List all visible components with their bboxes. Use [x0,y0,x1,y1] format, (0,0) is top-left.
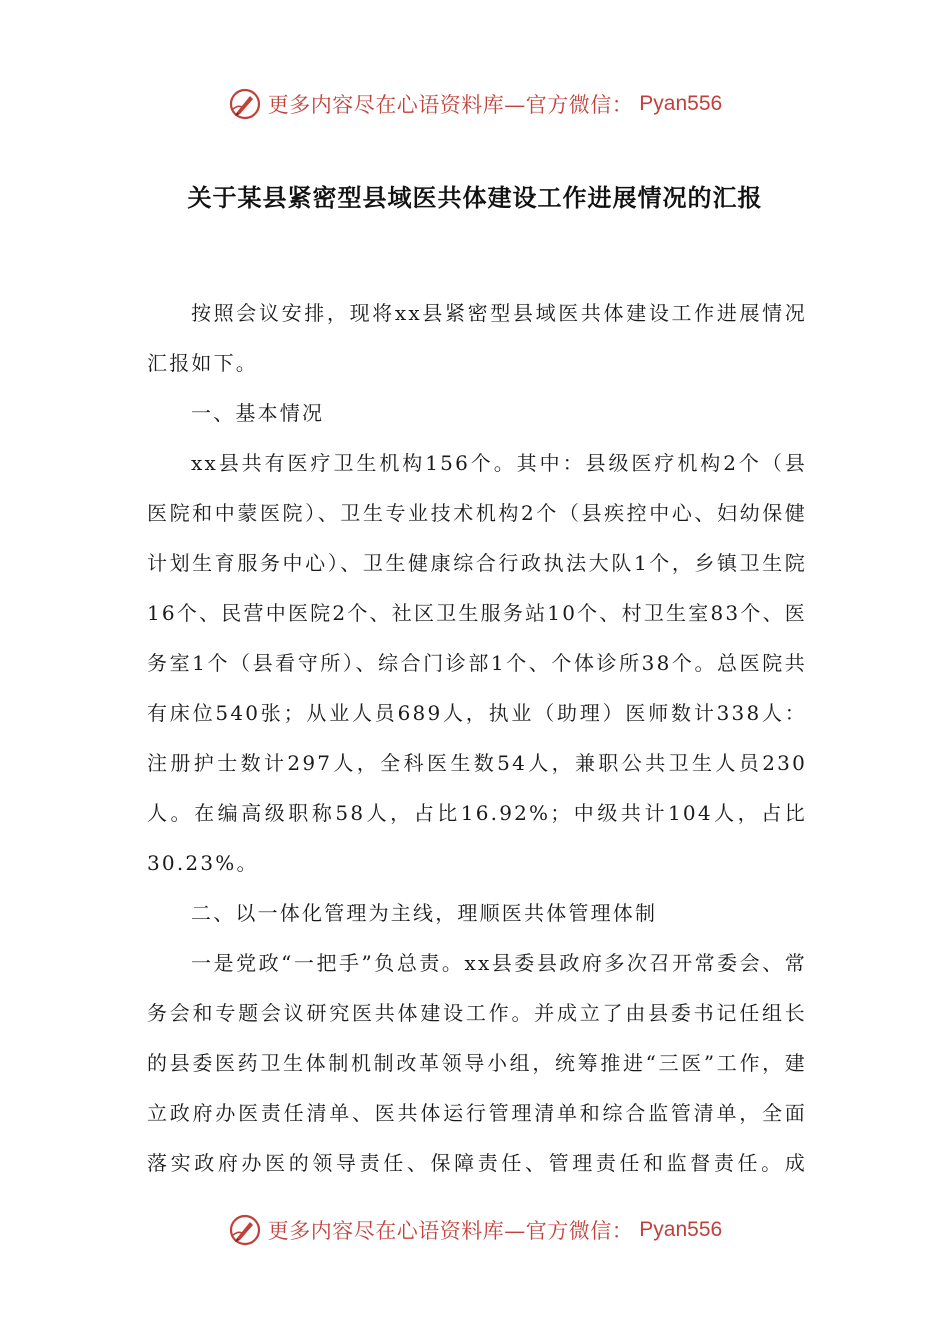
watermark-wechat-id: Pyan556 [639,1218,723,1241]
document-body [147,288,807,1188]
document-title: 关于某县紧密型县域医共体建设工作进展情况的汇报 [187,184,763,212]
pen-logo-icon [228,1213,262,1247]
watermark-text: 更多内容尽在心语资料库—官方微信： [267,1219,634,1243]
paragraph-intro: 按照会议安排，现将xx县紧密型县域医共体建设工作进展情况汇报如下。 [147,301,807,375]
heading-basic-situation: 一、基本情况 [191,401,325,425]
paragraph-basic-situation: xx县共有医疗卫生机构156个。其中：县级医疗机构2个（县医院和中蒙医院）、卫生专业技术机构2个（县疾控中心、妇幼保健计划生育服务中心）、卫生健康综合行政执法大队1个，乡镇卫生院16个、民营中医院2个、社区卫生服务站10个、村卫生室83个、医务室1个（县看守所）、综合门诊部1个、个体诊所38个。总医院共有床位540张；从业人员689人，执业（助理）医师数计338人：注册护士数计297人，全科医生数54人，兼职公共卫生人员230人。在编高级职称58人，占比16.92%；中级共计104人，占比30.23%。 [147,451,807,875]
watermark-banner-top [0,84,950,124]
pen-logo-icon [228,87,262,121]
watermark-text: 更多内容尽在心语资料库—官方微信： [267,93,634,117]
paragraph-party-leadership: 一是党政“一把手”负总责。xx县委县政府多次召开常委会、常务会和专题会议研究医共体建设工作。并成立了由县委书记任组长的县委医药卫生体制机制改革领导小组，统筹推进“三医”工作，建立政府办医责任清单、医共体运行管理清单和综合监管清单，全面落实政府办医的领导责任、保障责任、管理责任和监督责任。成 [147,951,807,1175]
heading-section-two: 二、以一体化管理为主线，理顺医共体管理体制 [191,901,658,925]
watermark-wechat-id: Pyan556 [639,92,723,115]
watermark-banner-bottom [0,1210,950,1250]
